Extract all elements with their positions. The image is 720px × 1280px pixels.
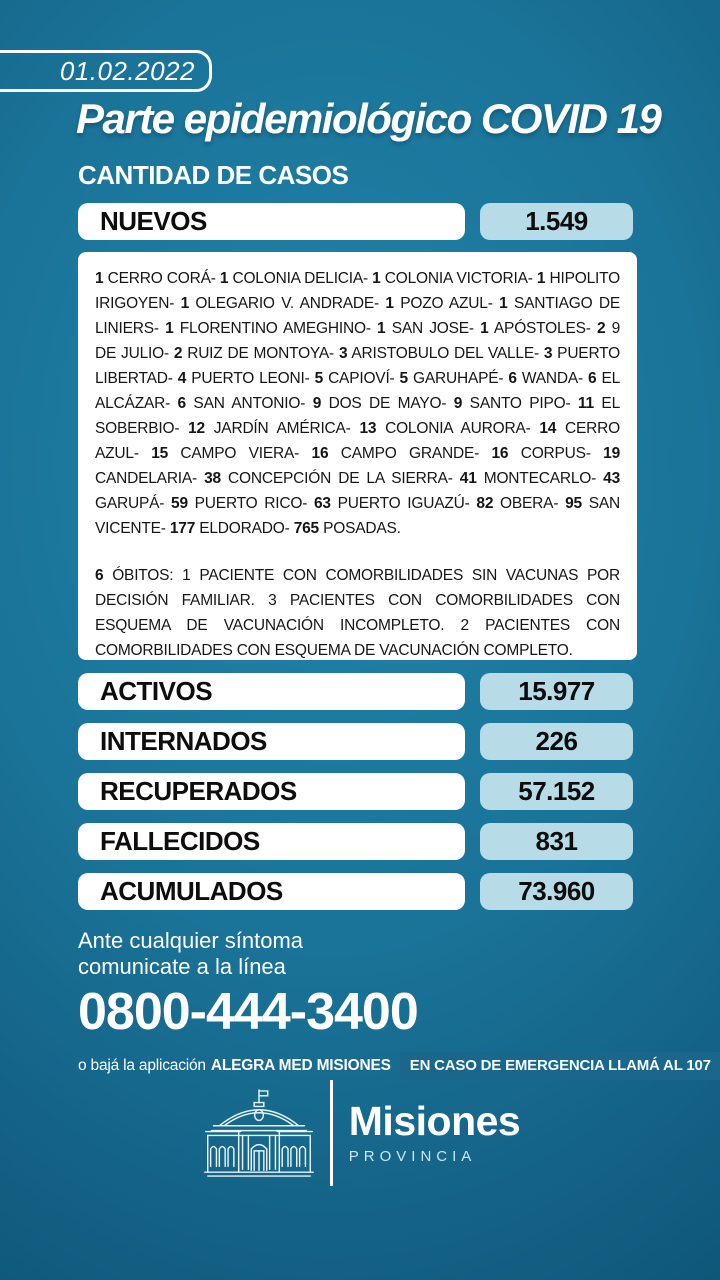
stat-row (78, 673, 633, 710)
stats-list (78, 673, 633, 910)
footer-logo (0, 1080, 720, 1186)
city-case-list: 1 CERRO CORÁ- 1 COLONIA DELICIA- 1 COLONIA VICTORIA- 1 HIPOLITO IRIGOYEN- 1 OLEGARIO V. ANDRADE- 1 POZO AZUL- 1 SANTIAGO DE LINIERS- 1 FLORENTINO AMEGHINO- 1 SAN JOSE- 1 APÓSTOLES- 2 9 DE JULIO- 2 RUIZ DE MONTOYA- 3 ARISTOBULO DEL VALLE- 3 PUERTO LIBERTAD- 4 PUERTO LEONI- 5 CAPIOVÍ- 5 GARUHAPÉ- 6 WANDA- 6 EL ALCÁZAR- 6 SAN ANTONIO- 9 DOS DE MAYO- 9 SANTO PIPO- 11 EL SOBERBIO- 12 JARDÍN AMÉRICA- 13 COLONIA AURORA- 14 CERRO AZUL- 15 CAMPO VIERA- 16 CAMPO GRANDE- 16 CORPUS- 19 CANDELARIA- 38 CONCEPCIÓN DE LA SIERRA- 41 MONTECARLO- 43 GARUPÁ- 59 PUERTO RICO- 63 PUERTO IGUAZÚ- 82 OBERA- 95 SAN VICENTE- 177 ELDORADO- 765 POSADAS. (95, 270, 621, 537)
date-badge (0, 50, 212, 92)
contact-line-2: comunicate a la línea (78, 954, 286, 979)
cases-panel (78, 252, 637, 660)
stat-value: 15.977 (480, 673, 633, 710)
stat-row (78, 773, 633, 810)
app-prefix: o bajá la aplicación (78, 1057, 206, 1074)
nuevos-value: 1.549 (480, 203, 633, 240)
stat-label: ACUMULADOS (78, 873, 465, 910)
section-heading: CANTIDAD DE CASOS (78, 160, 349, 190)
app-line (78, 1052, 711, 1080)
contact-block (78, 928, 711, 1080)
obitos-count: 6 (95, 567, 104, 584)
logo-divider (330, 1080, 333, 1186)
emergency-banner: EN CASO DE EMERGENCIA LLAMÁ AL 107 (400, 1052, 720, 1080)
app-name: ALEGRA MED MISIONES (210, 1057, 391, 1074)
page-title: Parte epidemiológico COVID 19 (76, 95, 661, 142)
contact-line-1: Ante cualquier síntoma (78, 928, 304, 953)
stat-value: 226 (480, 723, 633, 760)
phone-number: 0800-444-3400 (78, 983, 418, 1041)
nuevos-row (78, 203, 633, 240)
stat-value: 73.960 (480, 873, 633, 910)
obitos-paragraph (95, 563, 620, 660)
stat-row (78, 823, 633, 860)
stat-row (78, 723, 633, 760)
brand-subtitle: PROVINCIA (348, 1148, 477, 1165)
stat-label: FALLECIDOS (78, 823, 465, 860)
nuevos-label: NUEVOS (78, 203, 465, 240)
obitos-text: ÓBITOS: 1 PACIENTE CON COMORBILIDADES SIN VACUNAS POR DECISIÓN FAMILIAR. 3 PACIENTES CON COMORBILIDADES CON ESQUEMA DE VACUNACIÓN INCOMPLETO. 2 PACIENTES CON COMORBILIDADES CON ESQUEMA DE VACUNACIÓN COMPLETO. (95, 567, 620, 659)
brand-name: Misiones (348, 1098, 521, 1144)
stat-value: 831 (480, 823, 633, 860)
stat-value: 57.152 (480, 773, 633, 810)
government-palace-icon (200, 1087, 318, 1180)
stat-row (78, 873, 633, 910)
stat-label: ACTIVOS (78, 673, 465, 710)
stat-label: RECUPERADOS (78, 773, 465, 810)
date-text: 01.02.2022 (59, 55, 195, 86)
stat-label: INTERNADOS (78, 723, 465, 760)
